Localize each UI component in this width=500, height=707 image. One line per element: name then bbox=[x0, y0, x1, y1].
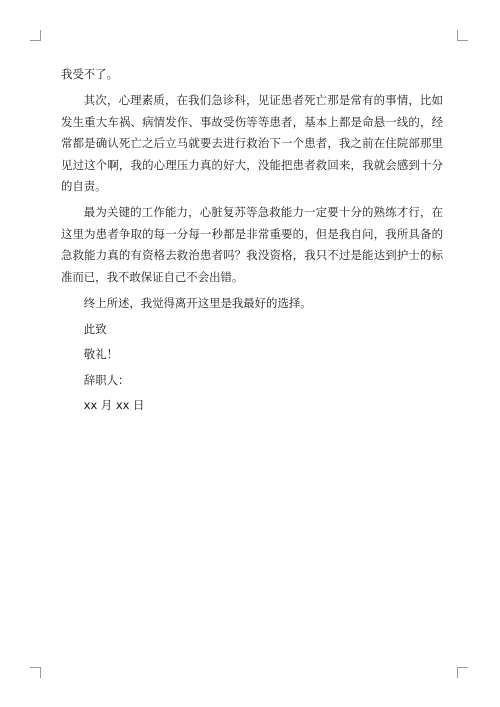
closing-regards: 敬礼！ bbox=[83, 347, 118, 361]
paragraph-work-ability: 最为关键的工作能力，心脏复苏等急救能力一定要十分的熟练才行，在这里为患者争取的每一分每一秒都是非常重要的，但是我自问，我所具备的急救能力真的有资格去救治患者吗？我没资格，我只不过是能达到护士的标准而已，我不敢保证自己不会出错。 bbox=[61, 205, 443, 284]
paragraph-continuation: 我受不了。 bbox=[61, 67, 118, 81]
date-line: xx 月 xx 日 bbox=[83, 398, 145, 412]
closing-salutation: 此致 bbox=[83, 321, 107, 336]
crop-mark-top-right bbox=[457, 30, 468, 41]
signature-label: 辞职人： bbox=[83, 372, 130, 387]
paragraph-conclusion: 终上所述，我觉得离开这里是我最好的选择。 bbox=[83, 295, 312, 310]
paragraph-psychological-quality: 其次，心理素质，在我们急诊科，见证患者死亡那是常有的事情，比如发生重大车祸、病情发作、事故受伤等等患者，基本上都是命悬一线的，经常都是确认死亡之后立马就要去进行救治下一个患者，我之前在住院部那里见过这个啊，我的心理压力真的好大，没能把患者救回来，我就会感到十分的自责。 bbox=[61, 93, 443, 193]
crop-mark-bottom-left bbox=[30, 667, 41, 678]
document-body bbox=[61, 64, 443, 421]
crop-mark-bottom-right bbox=[457, 667, 468, 678]
crop-mark-top-left bbox=[30, 30, 41, 41]
